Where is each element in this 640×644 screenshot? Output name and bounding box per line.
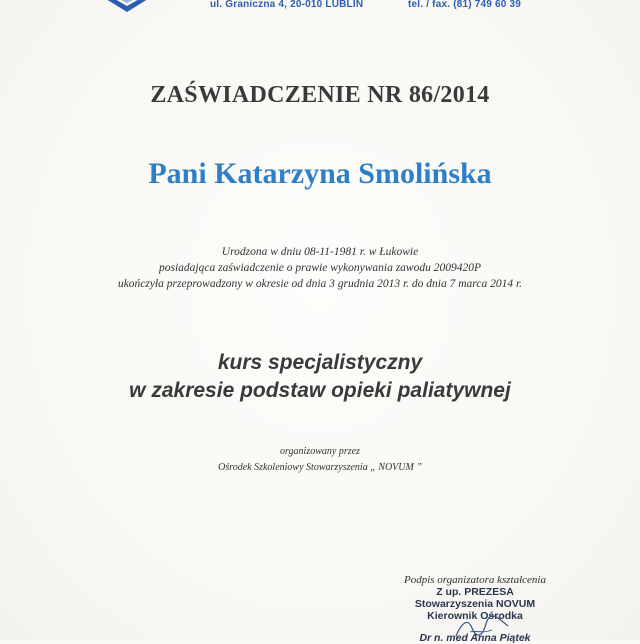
organizer-intro: organizowany przez	[280, 446, 360, 457]
course-line-1: kurs specjalistyczny	[217, 351, 423, 374]
stamp-line-1: Z up. PREZESA	[436, 586, 514, 598]
course-title	[0, 349, 640, 405]
course-line-2: w zakresie podstaw opieki paliatywnej	[129, 379, 511, 402]
header-address: ul. Graniczna 4, 20-010 LUBLIN	[210, 0, 364, 10]
organizer	[0, 444, 640, 476]
signature-block	[360, 574, 590, 644]
details-line-period: ukończyła przeprowadzony w okresie od dnia 3 grudnia 2013 r. do dnia 7 marca 2014 r.	[117, 278, 523, 290]
details-line-birth: Urodzona w dniu 08-11-1981 r. w Łukowie	[221, 246, 419, 258]
stamp-line-2: Stowarzyszenia NOVUM	[414, 598, 536, 610]
certificate-title: ZAŚWIADCZENIE NR 86/2014	[150, 82, 490, 108]
recipient-name: Pani Katarzyna Smolińska	[148, 157, 492, 190]
details-line-license: posiadająca zaświadczenie o prawie wykonywania zawodu 2009420P	[159, 262, 481, 274]
handwritten-signature-icon	[452, 612, 512, 642]
organizer-name: Ośrodek Szkoleniowy Stowarzyszenia „ NOVUM ”	[218, 462, 422, 473]
signature-caption: Podpis organizatora kształcenia	[404, 574, 546, 586]
header-phone: tel. / fax. (81) 749 60 39	[408, 0, 522, 10]
signatory-name: Dr n. med Anna Piątek	[419, 632, 531, 644]
novum-logo-icon	[96, 0, 158, 14]
stamp-line-3: Kierownik Ośrodka	[427, 610, 523, 622]
recipient-details	[0, 244, 640, 292]
